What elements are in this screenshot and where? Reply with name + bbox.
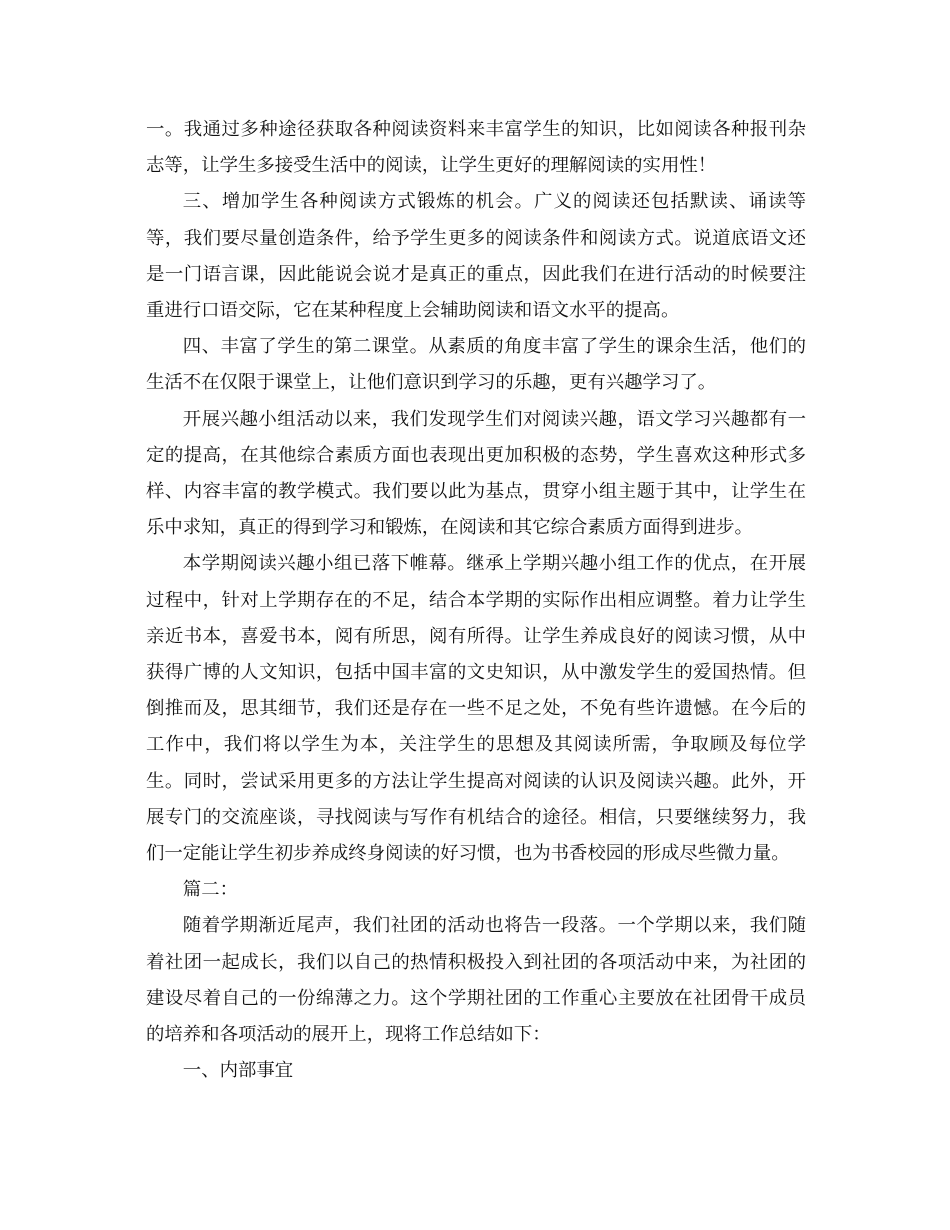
document-page [146, 112, 806, 1089]
section-heading-part-two: 篇二： [182, 879, 238, 901]
paragraph-1: 一。我通过多种途径获取各种阅读资料来丰富学生的知识，比如阅读各种报刊杂志等，让学生多接受生活中的阅读，让学生更好的理解阅读的实用性！ [146, 119, 806, 177]
paragraph-6: 随着学期渐近尾声，我们社团的活动也将告一段落。一个学期以来，我们随着社团一起成长，我们以自己的热情积极投入到社团的各项活动中来，为社团的建设尽着自己的一份绵薄之力。这个学期社团的工作重心主要放在社团骨干成员的培养和各项活动的展开上，现将工作总结如下： [146, 915, 806, 1046]
paragraph-5: 本学期阅读兴趣小组已落下帷幕。继承上学期兴趣小组工作的优点，在开展过程中，针对上学期存在的不足，结合本学期的实际作出相应调整。着力让学生亲近书本，喜爱书本，阅有所思，阅有所得。让学生养成良好的阅读习惯，从中获得广博的人文知识，包括中国丰富的文史知识，从中激发学生的爱国热情。但倒推而及，思其细节，我们还是存在一些不足之处，不免有些许遗憾。在今后的工作中，我们将以学生为本，关注学生的思想及其阅读所需，争取顾及每位学生。同时，尝试采用更多的方法让学生提高对阅读的认识及阅读兴趣。此外，开展专门的交流座谈，寻找阅读与写作有机结合的途径。相信，只要继续努力，我们一定能让学生初步养成终身阅读的好习惯，也为书香校园的形成尽些微力量。 [146, 553, 806, 865]
paragraph-3: 四、丰富了学生的第二课堂。从素质的角度丰富了学生的课余生活，他们的生活不在仅限于课堂上，让他们意识到学习的乐趣，更有兴趣学习了。 [146, 336, 806, 394]
paragraph-4: 开展兴趣小组活动以来，我们发现学生们对阅读兴趣，语文学习兴趣都有一定的提高，在其他综合素质方面也表现出更加积极的态势，学生喜欢这种形式多样、内容丰富的教学模式。我们要以此为基点，贯穿小组主题于其中，让学生在乐中求知，真正的得到学习和锻炼，在阅读和其它综合素质方面得到进步。 [146, 408, 806, 539]
section-heading-internal-affairs: 一、内部事宜 [182, 1060, 294, 1082]
paragraph-2: 三、增加学生各种阅读方式锻炼的机会。广义的阅读还包括默读、诵读等等，我们要尽量创造条件，给予学生更多的阅读条件和阅读方式。说道底语文还是一门语言课，因此能说会说才是真正的重点，因此我们在进行活动的时候要注重进行口语交际，它在某种程度上会辅助阅读和语文水平的提高。 [146, 191, 806, 322]
